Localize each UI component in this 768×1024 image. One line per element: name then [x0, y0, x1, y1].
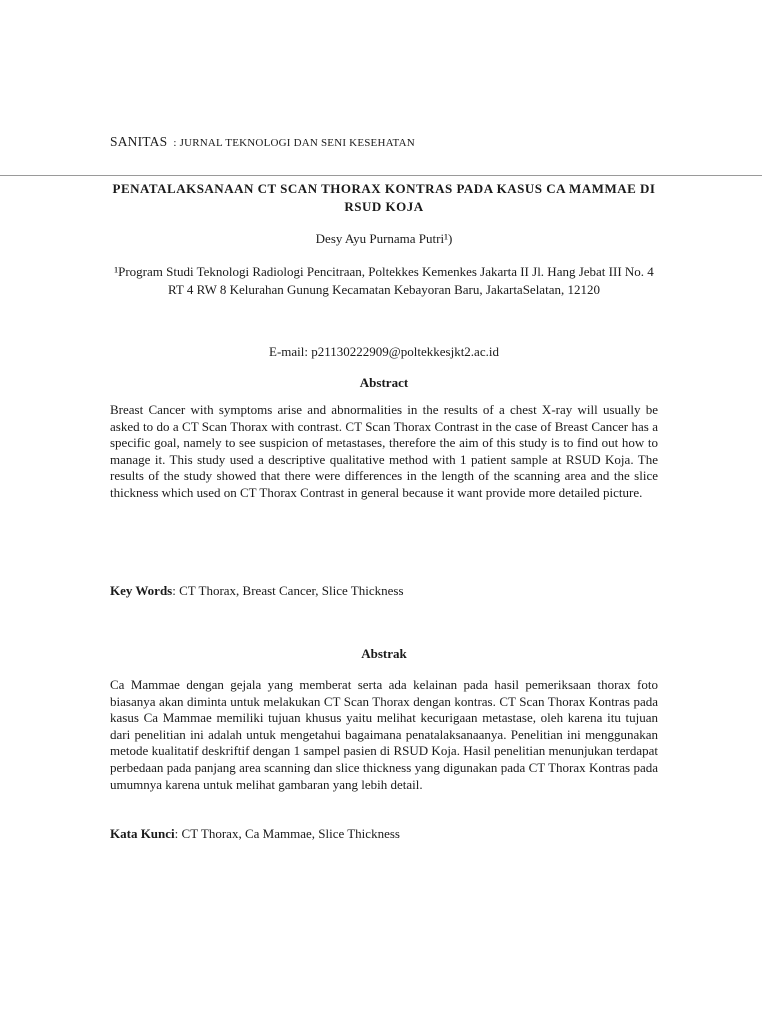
kata-kunci-text: : CT Thorax, Ca Mammae, Slice Thickness: [174, 826, 400, 841]
header-divider: [0, 175, 762, 176]
abstract-heading: Abstract: [359, 375, 409, 390]
author-email: E-mail: p21130222909@poltekkesjkt2.ac.id: [269, 344, 499, 359]
journal-subtitle: JURNAL TEKNOLOGI DAN SENI KESEHATAN: [179, 137, 415, 149]
journal-header: [110, 134, 415, 150]
kata-kunci-label: Kata Kunci: [110, 826, 175, 841]
journal-name: SANITAS: [110, 134, 168, 149]
author-name: Desy Ayu Purnama Putri¹): [315, 231, 453, 246]
journal-separator: :: [173, 137, 177, 149]
paper-title: PENATALAKSANAAN CT SCAN THORAX KONTRAS PADA KASUS CA MAMMAE DI RSUD KOJA: [112, 181, 656, 214]
keywords-text: : CT Thorax, Breast Cancer, Slice Thickness: [172, 583, 404, 598]
abstract-body: Breast Cancer with symptoms arise and abnormalities in the results of a chest X-ray will usually be asked to do a CT Scan Thorax with contrast. CT Scan Thorax Contrast in the case of Breast Cancer has a specific goal, namely to see suspicion of metastases, therefore the aim of this study is to find out how to manage it. This study used a descriptive qualitative method with 1 patient sample at RSUD Koja. The results of the study showed that there were differences in the length of the scanning area and the slice thickness which used on CT Thorax Contrast in general because it want provide more detailed picture.: [110, 402, 658, 500]
abstrak-body: Ca Mammae dengan gejala yang memberat serta ada kelainan pada hasil pemeriksaan thorax foto biasanya akan diminta untuk melakukan CT Scan Thorax dengan kontras. CT Scan Thorax Kontras pada kasus Ca Mammae memiliki tujuan khusus yaitu melihat kecurigaan metastase, oleh karena itu tujuan dari penelitian ini adalah untuk mengetahui bagaimana penatalaksanaanya. Penelitian ini menggunakan metode kualitatif deskriftif dengan 1 sampel pasien di RSUD Koja. Hasil penelitian menunjukan terdapat perbedaan pada panjang area scanning dan slice thickness yang digunakan pada CT Thorax Kontras pada umumnya karena untuk melihat gambaran yang lebih detail.: [110, 677, 658, 792]
keywords-label: Key Words: [110, 583, 173, 598]
keywords-line: [110, 583, 658, 599]
author-affiliation: ¹Program Studi Teknologi Radiologi Pencitraan, Poltekkes Kemenkes Jakarta II Jl. Hang Jebat III No. 4 RT 4 RW 8 Kelurahan Gunung Kecamatan Kebayoran Baru, JakartaSelatan, 12120: [114, 264, 654, 297]
kata-kunci-line: [110, 826, 658, 842]
abstrak-heading: Abstrak: [361, 646, 407, 661]
